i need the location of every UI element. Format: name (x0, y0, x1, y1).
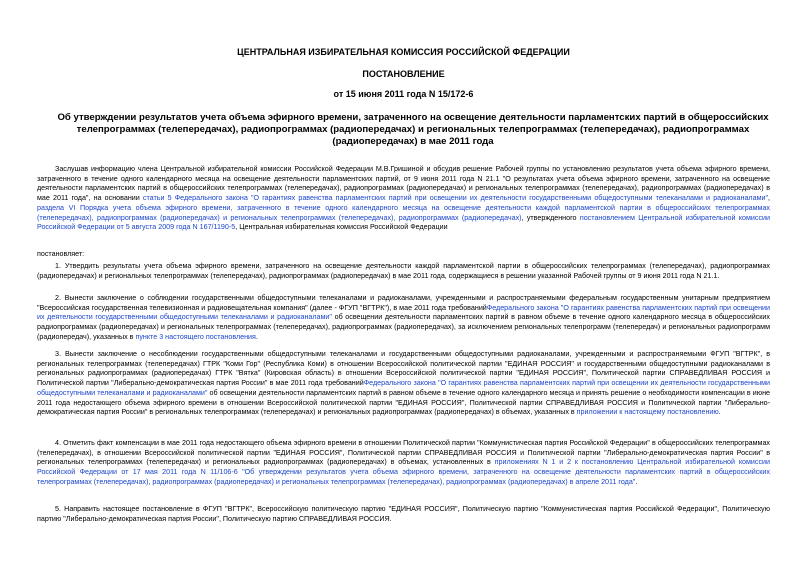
link-clause-3[interactable]: пункте 3 настоящего постановления (135, 332, 256, 341)
clause-4-text-2: . (635, 477, 638, 486)
clause-3-text-1: 3. Вынести заключение о несоблюдении государственными общедоступными телеканалами и государственными общедоступными радиоканалами, учрежденными и распространяемыми ФГУП "ВГТРК", в региональных телепрограммах (телепередачах) ГТРК "Коми Гор" (Республика Коми) в отношении Всероссийской политической партии "ЕДИНАЯ РОССИЯ" и государственными общедоступными радиоканалами в региональных радиопрограммах (радиопередачах) ГТРК "Вятка" (Кировская область) в отношении Всероссийской политической партии "ЕДИНАЯ РОССИЯ", Политической партии СПРАВЕДЛИВАЯ РОССИЯ и Политической партии "Либерально-демократическая партия России" в мае 2011 года требований (37, 350, 770, 388)
clause-1-text: 1. Утвердить результаты учета объема эфирного времени, затраченного на освещение деятельности каждой парламентской партии в общероссийских телепрограммах (телепередачах), радиопрограммах (радиопередачах) и региональных телепрограммах (телепередачах), радиопрограммах (радиопередачах) в мае 2011 года, содержащиеся в решении указанной Рабочей группы от 9 июня 2011 года N 21.1. (37, 262, 770, 280)
preamble-text-2: , (768, 194, 770, 203)
clause-5 (37, 505, 770, 524)
clause-1 (37, 262, 770, 281)
link-cec-resolution-2009[interactable]: постановлением Центральной избирательной комиссии Российской Федерации от 5 августа 2009 года N 167/1190-5 (37, 213, 771, 232)
preamble-text-3: , утвержденного (521, 213, 580, 222)
clause-2-text-2: об освещении деятельности парламентских партий в равном объеме в течение одного календарного месяца в общероссийских радиопрограммах (радиопередачах) и региональных телепрограммах (телепередачах), радиопрограммах (радиопередачах), за исключением региональных телепрограмм (телепередач) и региональных радиопрограмм (радиопередач), указанных в (37, 313, 770, 341)
document-title: Об утверждении результатов учета объема эфирного времени, затраченного на освещение деятельности парламентских партий в общероссийских телепрограммах (телепередачах), радиопрограммах (радиопередачах) и региональных телепрограммах (телепередачах), радиопрограммах (радиопередачах) в мае 2011 года (57, 112, 769, 147)
clause-2 (37, 294, 770, 343)
issuer-heading: ЦЕНТРАЛЬНАЯ ИЗБИРАТЕЛЬНАЯ КОМИССИЯ РОССИЙСКОЙ ФЕДЕРАЦИИ (237, 47, 570, 57)
link-order-section-vi[interactable]: раздела VI Порядка учета объема эфирного времени, затраченного в течение одного календарного месяца на освещение деятельности каждой парламентской партии в общероссийских телепрограммах (телепередачах), радиопрограммах (радиопередачах) и региональных телепрограммах (телепередачах), радиопрограммах (радиопередачах) (37, 203, 770, 222)
link-appendices-resolution-2011[interactable]: приложениях N 1 и 2 к постановлению Центральной избирательной комиссии Российской Федерации от 17 мая 2011 года N 11/106-6 "Об утверждении результатов учета объема эфирного времени, затраченного на освещение деятельности парламентских партий в общероссийских телепрограммах (телепередачах), радиопрограммах (радиопередачах) и региональных телепрограммах (телепередачах), радиопрограммах (радиопередачах) в апреле 2011 года" (37, 458, 771, 486)
link-federal-law-guarantees-2[interactable]: Федерального закона "О гарантиях равенства парламентских партий при освещении их деятельности государственными общедоступными телеканалами и радиоканалами" (37, 379, 770, 397)
preamble-text-1: Заслушав информацию члена Центральной избирательной комиссии Российской Федерации М.В.Гришиной и обсудив решение Рабочей группы по установлению результатов учета объема эфирного времени, затраченного в течение одного календарного месяца на освещение деятельности парламентских партий, от 9 июня 2011 года N 21.1 "О результатах учета объема эфирного времени, затраченного на освещение деятельности парламентских партий в общероссийских телепрограммах (телепередачах), радиопрограммах (радиопередачах) и региональных телепрограммах (телепередачах), радиопрограммах (радиопередачах) в мае 2011 года", на основании (37, 165, 770, 203)
clause-2-text-1: 2. Вынести заключение о соблюдении государственными общедоступными телеканалами и радиоканалами, учрежденными и распространяемыми федеральным государственным унитарным предприятием "Всероссийская государственная телевизионная и радиовещательная компания" (далее - ФГУП "ВГТРК"), в мае 2011 года требований (37, 294, 770, 312)
document-type: ПОСТАНОВЛЕНИЕ (362, 69, 445, 79)
clause-4-text-1: 4. Отметить факт компенсации в мае 2011 года недостающего объема эфирного времени в отношении Политической партии "Коммунистическая партия Российской Федерации" в общероссийских телепрограммах (телепередачах), в отношении Всероссийской политической партии "ЕДИНАЯ РОССИЯ", Политической партии СПРАВЕДЛИВАЯ РОССИЯ и Политической партии "Либерально-демократическая партия России" в региональных телепрограммах (телепередачах) и региональных радиопрограммах (радиопередачах) в объемах, установленных в (37, 439, 770, 467)
clause-3 (37, 350, 770, 418)
link-federal-law-guarantees[interactable]: Федерального закона "О гарантиях равенства парламентских партий при освещении их деятельности государственными общедоступными телеканалами и радиоканалами" (37, 303, 771, 322)
clause-4 (37, 439, 770, 488)
decree-word: постановляет: (37, 250, 85, 258)
link-appendix[interactable]: приложении к настоящему постановлению (576, 408, 719, 417)
clause-5-text: 5. Направить настоящее постановление в ФГУП "ВГТРК", Всероссийскую политическую партию "ЕДИНАЯ РОССИЯ", Политическую партию "Коммунистическая партия Российской Федерации", Политическую партию "Либерально-демократическая партия России", Политическую партию СПРАВЕДЛИВАЯ РОССИЯ. (37, 505, 770, 523)
clause-3-text-3: . (718, 408, 721, 417)
document-date-number: от 15 июня 2011 года N 15/172-6 (333, 89, 474, 99)
preamble-text-4: , Центральная избирательная комиссия Российской Федерации (235, 223, 448, 232)
preamble-paragraph (37, 165, 770, 233)
link-federal-law-art5[interactable]: статьи 5 Федерального закона "О гарантиях равенства парламентских партий при освещении их деятельности государственными общедоступными телеканалами и радиоканалами" (142, 194, 769, 203)
clause-3-text-2: об освещении деятельности парламентских партий в равном объеме в течение одного календарного месяца и принять решение о необходимости компенсации в июне 2011 года недостающего объема эфирного времени в отношении Всероссийской политической партии "ЕДИНАЯ РОССИЯ", Политической партии СПРАВЕДЛИВАЯ РОССИЯ и Политической партии "Либерально-демократическая партия России" в региональных телепрограммах (телепередачах) и региональных радиопрограммах (радиопередачах) в объемах, указанных в (37, 388, 770, 417)
clause-2-text-3: . (255, 332, 258, 341)
